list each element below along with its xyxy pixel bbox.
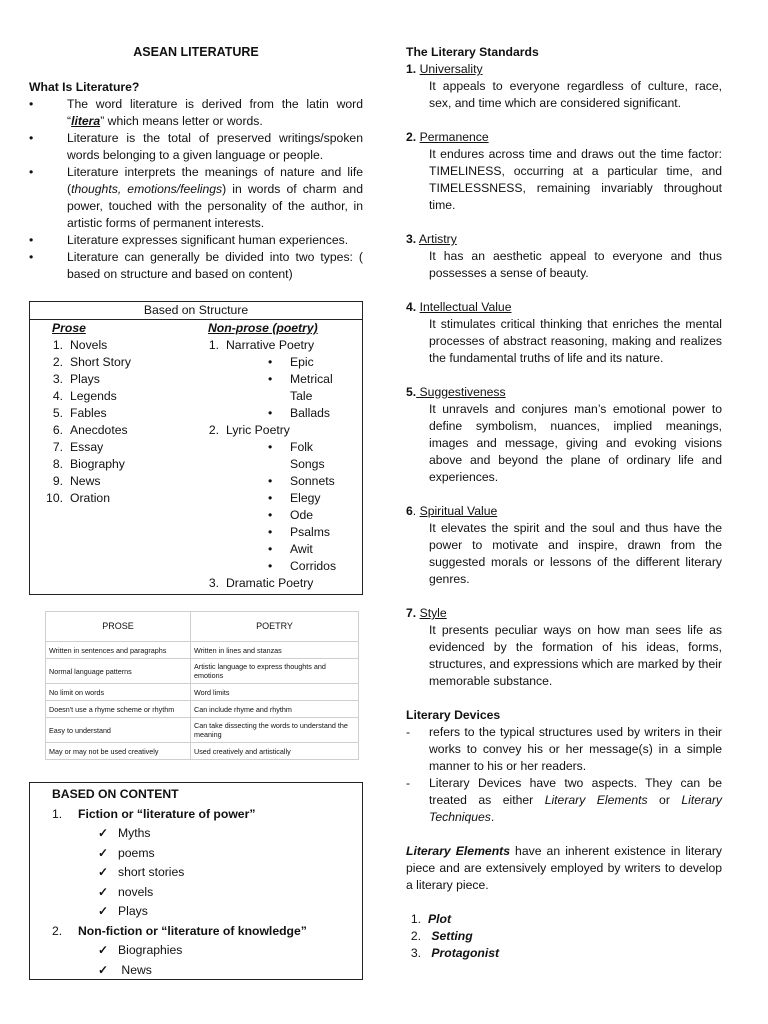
header-poetry: POETRY (191, 612, 359, 642)
standard-item: 4. Intellectual Value It stimulates critical thinking that enriches the mental processes of abstract reasoning, making and realizes the fundamental truths of life and its nature. (406, 300, 722, 365)
list-item: • Epic (198, 354, 348, 371)
fiction-heading: 1. Fiction or “literature of power” (52, 806, 256, 821)
what-is-heading: What Is Literature? (29, 80, 140, 94)
list-item: - refers to the typical structures used by writers in their works to convey his or her message(s) in a simple manner to his or her readers. (406, 724, 722, 775)
page-title: ASEAN LITERATURE (133, 45, 259, 59)
list-item: 7. Essay (52, 440, 104, 454)
list-item: ✓ Myths (52, 824, 362, 844)
list-item: • Folk Songs (198, 439, 338, 473)
prose-poetry-table (45, 611, 359, 760)
standard-item: 5. Suggestiveness It unravels and conjures man’s emotional power to define symbolism, nuances, implied meanings, images and message, giving and evoking visions above and beyond the plane of ordinary life and experiences. (406, 385, 722, 484)
list-item: 1. Plot (410, 912, 452, 926)
list-item: 2. Setting (410, 929, 473, 943)
structure-heading: Based on Structure (30, 302, 362, 320)
list-item: 2. Short Story (52, 355, 131, 369)
list-item: 1. Novels (52, 338, 108, 352)
list-item: 10. Oration (46, 491, 110, 505)
table-row: May or may not be used creatively Used creatively and artistically (46, 743, 359, 760)
standard-item: 1. Universality It appeals to everyone regardless of culture, race, sex, and time which are considered significant. (406, 62, 722, 110)
table-row: Easy to understand Can take dissecting the words to understand the meaning (46, 718, 359, 743)
list-item: • Literature expresses significant human experiences. (29, 232, 363, 249)
standard-item: 2. Permanence It endures across time and draws out the time factor: TIMELINESS, occurring at a particular time, and TIMELESSNESS, remaining invariably throughout time. (406, 130, 722, 212)
nonprose-list (198, 337, 348, 592)
list-item: • Psalms (198, 524, 348, 541)
list-item: 9. News (52, 474, 101, 488)
nonprose-label: Non-prose (poetry) (208, 321, 318, 335)
left-column (29, 44, 363, 980)
elements-paragraph: Literary Elements have an inherent existence in literary piece and are extensively employed by writers to develop a literary piece. (406, 844, 722, 892)
table-header-row (46, 612, 359, 642)
list-item: • Sonnets (198, 473, 348, 490)
right-column (406, 44, 722, 962)
list-item: - Literary Devices have two aspects. They can be treated as either Literary Elements or Literary Techniques. (406, 775, 722, 826)
list-item: • Elegy (198, 490, 348, 507)
header-prose: PROSE (46, 612, 191, 642)
list-item: • Ode (198, 507, 348, 524)
prose-list (42, 337, 131, 507)
standard-item: 3. Artistry It has an aesthetic appeal to everyone and thus possesses a sense of beauty. (406, 232, 722, 280)
table-row: No limit on words Word limits (46, 684, 359, 701)
standard-item: 6. Spiritual Value It elevates the spirit and the soul and thus have the power to motivate and inspire, drawn from the suggested morals or lessons of the different literary genres. (406, 504, 722, 586)
list-item: ✓ novels (52, 883, 362, 903)
list-item: ✓ Biographies (52, 941, 362, 961)
list-item: 3. Dramatic Poetry (208, 576, 314, 590)
list-item: 2. Lyric Poetry (208, 423, 290, 437)
content-heading: BASED ON CONTENT (52, 787, 179, 801)
list-item: • The word literature is derived from the latin word “litera” which means letter or words. (29, 96, 363, 130)
list-item: • Literature interprets the meanings of nature and life (thoughts, emotions/feelings) in words of charm and power, touched with the personality of the author, in artistic forms of permanent interests. (29, 164, 363, 232)
standards-heading: The Literary Standards (406, 45, 539, 59)
table-row: Normal language patterns Artistic language to express thoughts and emotions (46, 659, 359, 684)
list-item: • Ballads (198, 405, 348, 422)
list-item: • Literature is the total of preserved writings/spoken words belonging to a given language or people. (29, 130, 363, 164)
prose-label: Prose (52, 321, 86, 335)
list-item: ✓ News (52, 961, 362, 981)
list-item: ✓ short stories (52, 863, 362, 883)
list-item: ✓ poems (52, 844, 362, 864)
structure-table (29, 301, 363, 595)
list-item: • Awit (198, 541, 348, 558)
list-item: 1. Narrative Poetry (208, 338, 315, 352)
devices-heading: Literary Devices (406, 708, 501, 722)
list-item: ✓ Plays (52, 902, 362, 922)
standard-item: 7. Style It presents peculiar ways on how man sees life as evidenced by the formation of his ideas, forms, structures, and expressions which are marked by their memorable substance. (406, 606, 722, 688)
list-item: 3. Plays (52, 372, 100, 386)
list-item: 3. Protagonist (410, 946, 500, 960)
list-item: • Corridos (198, 558, 348, 575)
table-row: Doesn't use a rhyme scheme or rhythm Can include rhyme and rhythm (46, 701, 359, 718)
list-item: 8. Biography (52, 457, 125, 471)
list-item: 4. Legends (52, 389, 117, 403)
content-box (29, 782, 363, 980)
list-item: 5. Fables (52, 406, 107, 420)
table-row: Written in sentences and paragraphs Written in lines and stanzas (46, 642, 359, 659)
list-item: 6. Anecdotes (52, 423, 128, 437)
list-item: • Literature can generally be divided into two types: ( based on structure and based on content) (29, 249, 363, 283)
list-item: • Metrical Tale (198, 371, 343, 405)
nonfiction-heading: 2. Non-fiction or “literature of knowledge” (52, 923, 307, 938)
